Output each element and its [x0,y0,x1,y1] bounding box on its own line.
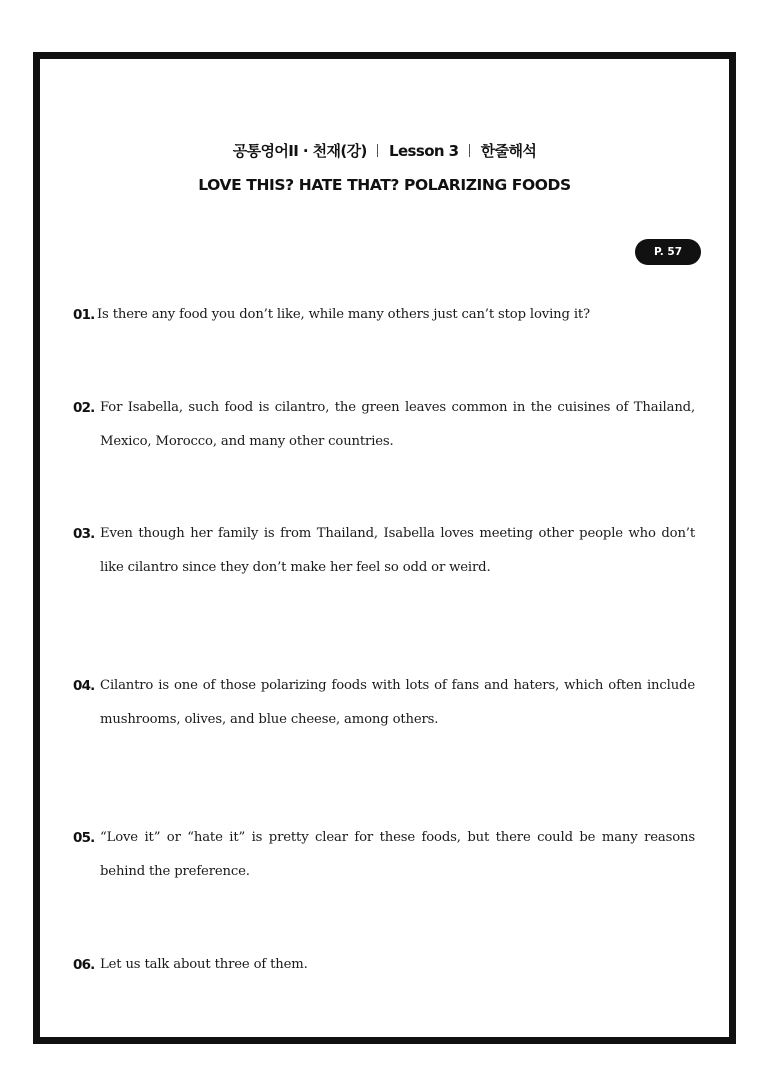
sentence-text: For Isabella, such food is cilantro, the green leaves common in the cuisines of Thailand, Mexico, Morocco, and many other countries. [100,400,695,449]
sentence-item [73,305,695,332]
page-number-badge: P. 57 [635,239,701,265]
sentence-text: Let us talk about three of them. [100,957,308,972]
sentence-item [73,955,695,982]
sentence-number: 01. [73,307,95,323]
worksheet-type: 한줄해석 [480,142,537,160]
lesson-title: LOVE THIS? HATE THAT? POLARIZING FOODS [198,176,571,194]
sentence-number: 05. [73,830,95,846]
separator [469,144,470,157]
separator [377,144,378,157]
sentence-text: “Love it” or “hate it” is pretty clear for these foods, but there could be many reasons behind the preference. [100,830,695,879]
sentence-item [73,524,695,585]
course-info [40,141,729,161]
sentence-number: 02. [73,400,95,416]
sentence-item [73,828,695,889]
sentence-text: Cilantro is one of those polarizing foods with lots of fans and haters, which often include mushrooms, olives, and blue cheese, among others. [100,678,695,727]
sentence-text: Even though her family is from Thailand, Isabella loves meeting other people who don’t like cilantro since they don’t make her feel so odd or weird. [100,526,695,575]
document-header [40,141,729,195]
sentence-number: 06. [73,957,95,973]
lesson-label: Lesson 3 [389,142,459,160]
page-frame [33,52,736,1044]
sentence-item [73,398,695,459]
sentence-item [73,676,695,737]
sentence-number: 03. [73,526,95,542]
sentence-text: Is there any food you don’t like, while many others just can’t stop loving it? [97,307,590,322]
course-name: 공통영어II · 천재(강) [232,142,367,160]
sentence-number: 04. [73,678,95,694]
